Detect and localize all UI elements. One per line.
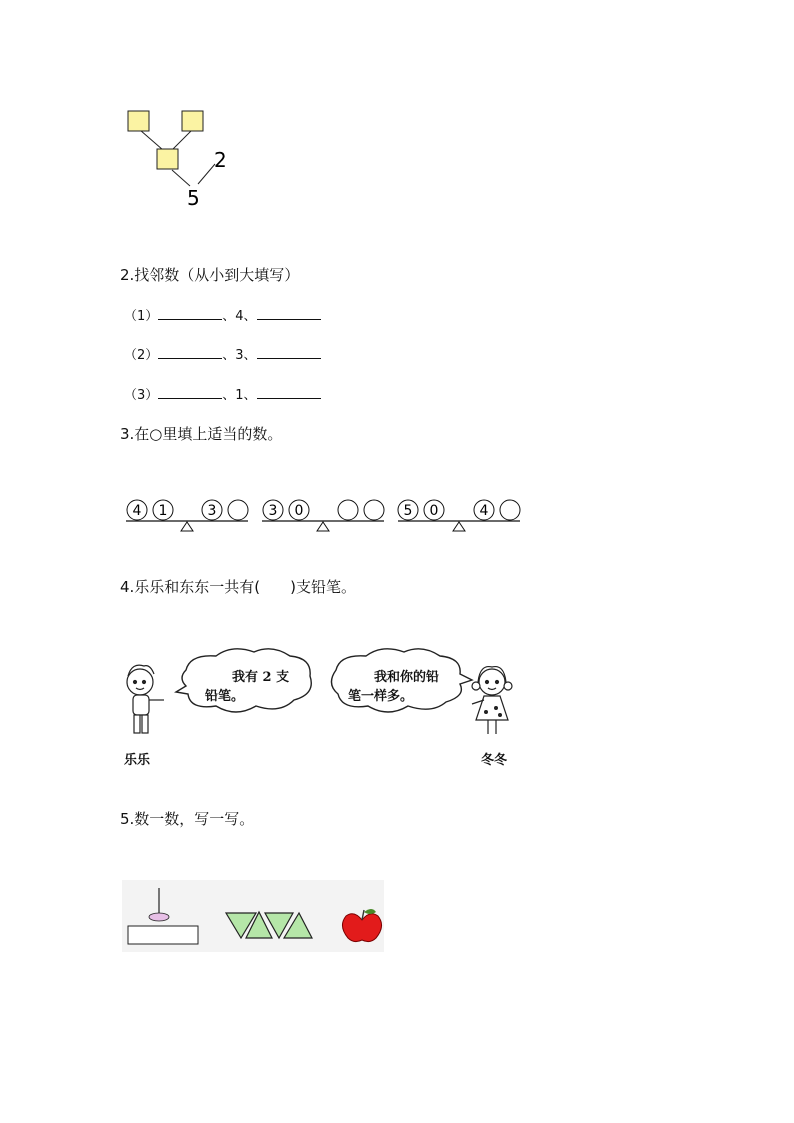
scale-number: 4 bbox=[479, 503, 489, 519]
q2-row-label: （3） bbox=[124, 388, 159, 403]
boy-illustration bbox=[127, 665, 164, 733]
number-tree bbox=[120, 100, 240, 210]
q2-blank-after[interactable] bbox=[257, 386, 321, 399]
scale-number: 5 bbox=[403, 503, 413, 519]
q2-blank-after[interactable] bbox=[257, 307, 321, 320]
counting-illustration bbox=[122, 880, 384, 955]
scale-number: 3 bbox=[207, 503, 217, 519]
q4-title: 4.乐乐和东东一共有( )支铅笔。 bbox=[120, 578, 357, 596]
answer-box-top-right[interactable] bbox=[182, 111, 203, 131]
q2-blank-before[interactable] bbox=[158, 346, 222, 359]
oval-shape bbox=[149, 913, 169, 921]
speech-illustration bbox=[120, 640, 530, 760]
q2-row-number: 、1、 bbox=[222, 388, 257, 403]
bubble-right-line-1: 我和你的铅 bbox=[374, 670, 440, 685]
answer-circle[interactable] bbox=[364, 500, 384, 520]
answer-box-top-left[interactable] bbox=[128, 111, 149, 131]
q2-row-number: 、4、 bbox=[222, 309, 257, 324]
bubble-left-line-2: 铅笔。 bbox=[205, 689, 245, 704]
scale-number: 1 bbox=[158, 503, 168, 519]
bubble-left-line-1: 我有 2 支 bbox=[232, 670, 290, 685]
q2-blank-before[interactable] bbox=[158, 386, 222, 399]
q3-title: 3.在○里填上适当的数。 bbox=[120, 425, 283, 443]
q2-blank-before[interactable] bbox=[158, 307, 222, 320]
scale-number: 0 bbox=[294, 503, 304, 519]
scale-number: 0 bbox=[429, 503, 439, 519]
q2-blank-after[interactable] bbox=[257, 346, 321, 359]
q2-row-label: （2） bbox=[124, 348, 159, 363]
scale-number: 3 bbox=[268, 503, 278, 519]
name-lele: 乐乐 bbox=[124, 753, 151, 768]
bubble-right-line-2: 笔一样多。 bbox=[348, 689, 414, 704]
scale-1 bbox=[126, 500, 248, 531]
answer-circle[interactable] bbox=[338, 500, 358, 520]
q2-row-1 bbox=[124, 305, 321, 324]
scale-3 bbox=[398, 500, 520, 531]
answer-circle[interactable] bbox=[228, 500, 248, 520]
girl-illustration bbox=[472, 667, 512, 734]
q2-row-label: （1） bbox=[124, 309, 159, 324]
q2-row-3 bbox=[124, 384, 321, 403]
q2-row-number: 、3、 bbox=[222, 348, 257, 363]
answer-circle[interactable] bbox=[500, 500, 520, 520]
q2-row-2 bbox=[124, 344, 321, 363]
q2-title: 2.找邻数（从小到大填写） bbox=[120, 266, 300, 284]
scale-2 bbox=[262, 500, 384, 531]
answer-box-middle[interactable] bbox=[157, 149, 178, 169]
tree-number-bottom: 5 bbox=[187, 186, 200, 210]
balance-scales bbox=[120, 495, 530, 535]
name-dongdong: 冬冬 bbox=[481, 753, 508, 768]
tree-number-right: 2 bbox=[214, 148, 227, 172]
scale-number: 4 bbox=[132, 503, 142, 519]
q5-title: 5.数一数，写一写。 bbox=[120, 810, 255, 828]
